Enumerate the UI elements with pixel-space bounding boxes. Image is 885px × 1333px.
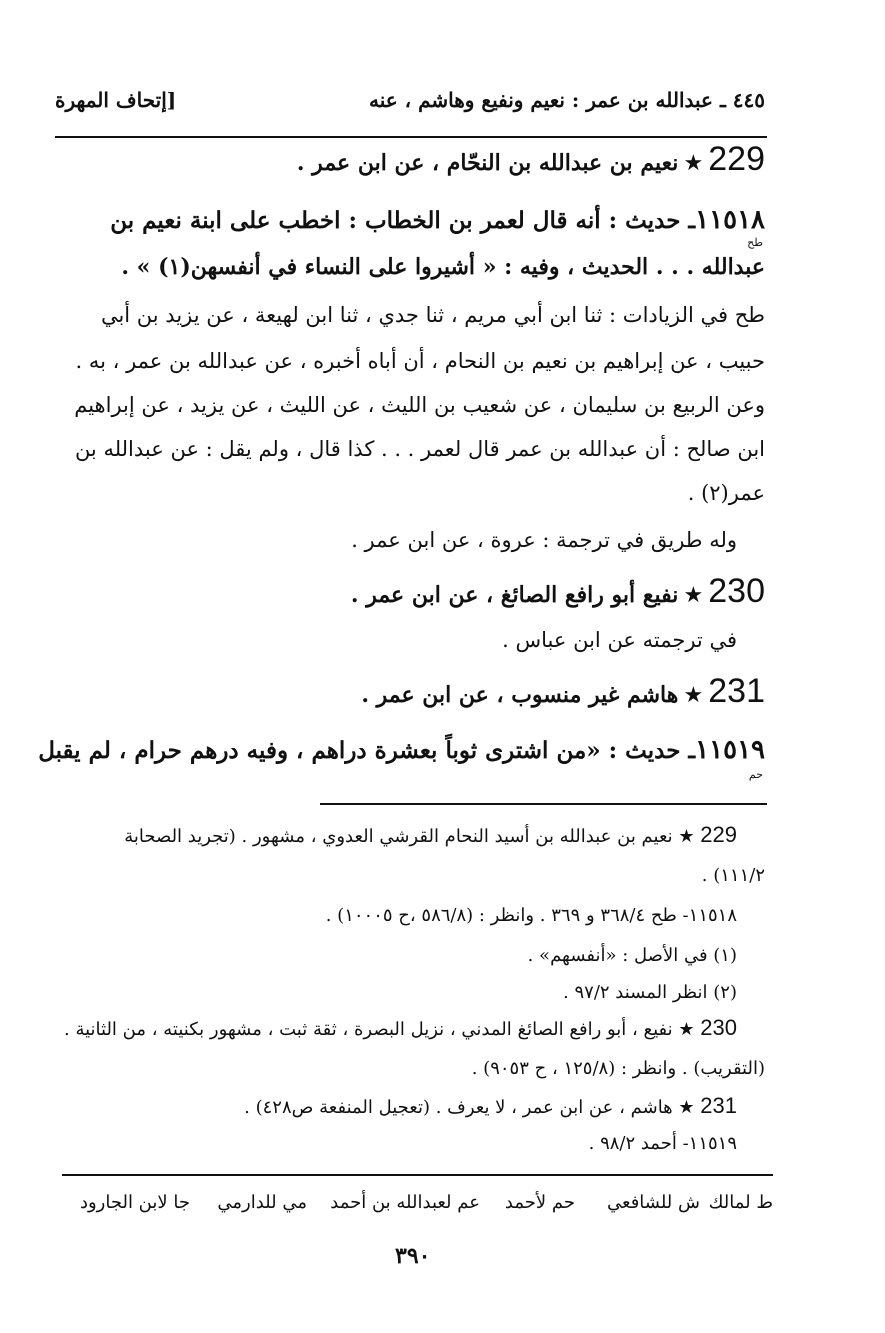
hadith-11518-line1 [110,205,765,235]
sigla-ahmad: حم لأحمد [504,1192,575,1213]
sigla-malik: ط لمالك [708,1192,773,1213]
star-icon: ★ [678,826,695,847]
sigla-jarud: جا لابن الجارود [79,1192,190,1213]
source-tag: حم [748,768,763,781]
entry-231 [361,672,765,711]
paragraph-line: حبيب ، عن إبراهيم بن نعيم بن النحام ، أن أباه أخبره ، عن عبدالله بن عمر ، به . [75,349,765,373]
entry-number: 231 [708,672,765,710]
star-icon: ★ [683,583,704,608]
entry-text: نفيع أبو رافع الصائغ ، عن ابن عمر . [350,582,679,608]
star-icon: ★ [683,151,704,176]
sigla-shafii: ش للشافعي [607,1192,700,1213]
star-icon: ★ [683,683,704,708]
header-rule [55,136,767,138]
footnote-11518: ١١٥١٨- طح ٣٦٨/٤ و ٣٦٩ . وانظر : (٥٨٦/٨ ،ح ١٠٠٠٥) . [325,905,737,926]
footnote-text: نفيع ، أبو رافع الصائغ المدني ، نزيل البصرة ، ثقة ثبت ، مشهور بكنيته ، من الثانية . [64,1019,673,1040]
footnote-rule [320,803,767,805]
footnote-229-line2: ١١١/٢) . [701,865,765,886]
entry-number: 230 [708,572,765,610]
footnote-11519: ١١٥١٩- أحمد ٩٨/٢ . [588,1133,737,1154]
footnote-2: (٢) انظر المسند ٩٧/٢ . [563,982,737,1003]
footnote-230 [64,1015,737,1041]
hadith-number: ١١٥١٩ [695,735,765,765]
entry-229 [297,140,765,179]
hadith-text: ـ حديث : أنه قال لعمر بن الخطاب : اخطب على ابنة نعيم بن [110,207,696,234]
sigla-rule [62,1174,773,1176]
paragraph-line: عمر(٢) . [687,481,765,505]
footnote-number: 229 [700,822,737,847]
hadith-text: ـ حديث : «من اشترى ثوباً بعشرة دراهم ، وفيه درهم حرام ، لم يقبل [38,737,696,764]
star-icon: ★ [678,1097,695,1118]
star-icon: ★ [678,1019,695,1040]
page-number: ٣٩٠ [395,1243,431,1269]
footnote-text: هاشم ، عن ابن عمر ، لا يعرف . (تعجيل المنفعة ص٤٢٨) . [244,1097,673,1118]
footnote-number: 230 [700,1015,737,1040]
footnote-1: (١) في الأصل : «أنفسهم» . [527,945,737,966]
source-tag: طح [747,236,763,249]
hadith-11518-line2: عبدالله . . . الحديث ، وفيه : « أشيروا على النساء في أنفسهن(١) » . [121,254,765,280]
footnote-text: نعيم بن عبدالله بن أسيد النحام القرشي العدوي ، مشهور . (تجريد الصحابة [124,826,673,847]
footnote-229 [124,822,737,848]
running-header-book: [إتحاف المهرة [55,88,177,112]
entry-text: نعيم بن عبدالله بن النحّام ، عن ابن عمر . [296,150,679,176]
entry-number: 229 [708,140,765,178]
paragraph-line: طح في الزيادات : ثنا ابن أبي مريم ، ثنا جدي ، ثنا ابن لهيعة ، عن يزيد بن أبي [100,303,765,327]
footnote-number: 231 [700,1093,737,1118]
paragraph-line: وله طريق في ترجمة : عروة ، عن ابن عمر . [351,528,737,552]
hadith-number: ١١٥١٨ [695,205,765,235]
footnote-230-line2: (التقريب) . وانظر : (١٢٥/٨ ، ح ٩٠٥٣) . [471,1058,765,1079]
footnote-231 [244,1093,737,1119]
paragraph-line: ابن صالح : أن عبدالله بن عمر قال لعمر . . . كذا قال ، ولم يقل : عن عبدالله بن [74,437,765,461]
entry-230 [351,572,765,611]
sigla-abdullah: عم لعبدالله بن أحمد [330,1192,480,1213]
entry-text: هاشم غير منسوب ، عن ابن عمر . [361,682,679,708]
paragraph-line: وعن الربيع بن سليمان ، عن شعيب بن الليث ، عن الليث ، عن يزيد ، عن إبراهيم [74,393,765,417]
paragraph-line: في ترجمته عن ابن عباس . [502,628,737,652]
hadith-11519-line1 [38,735,765,765]
running-header-title: ٤٤٥ ـ عبدالله بن عمر : نعيم ونفيع وهاشم ، عنه [369,88,765,112]
sigla-darimi: مي للدارمي [217,1192,307,1213]
